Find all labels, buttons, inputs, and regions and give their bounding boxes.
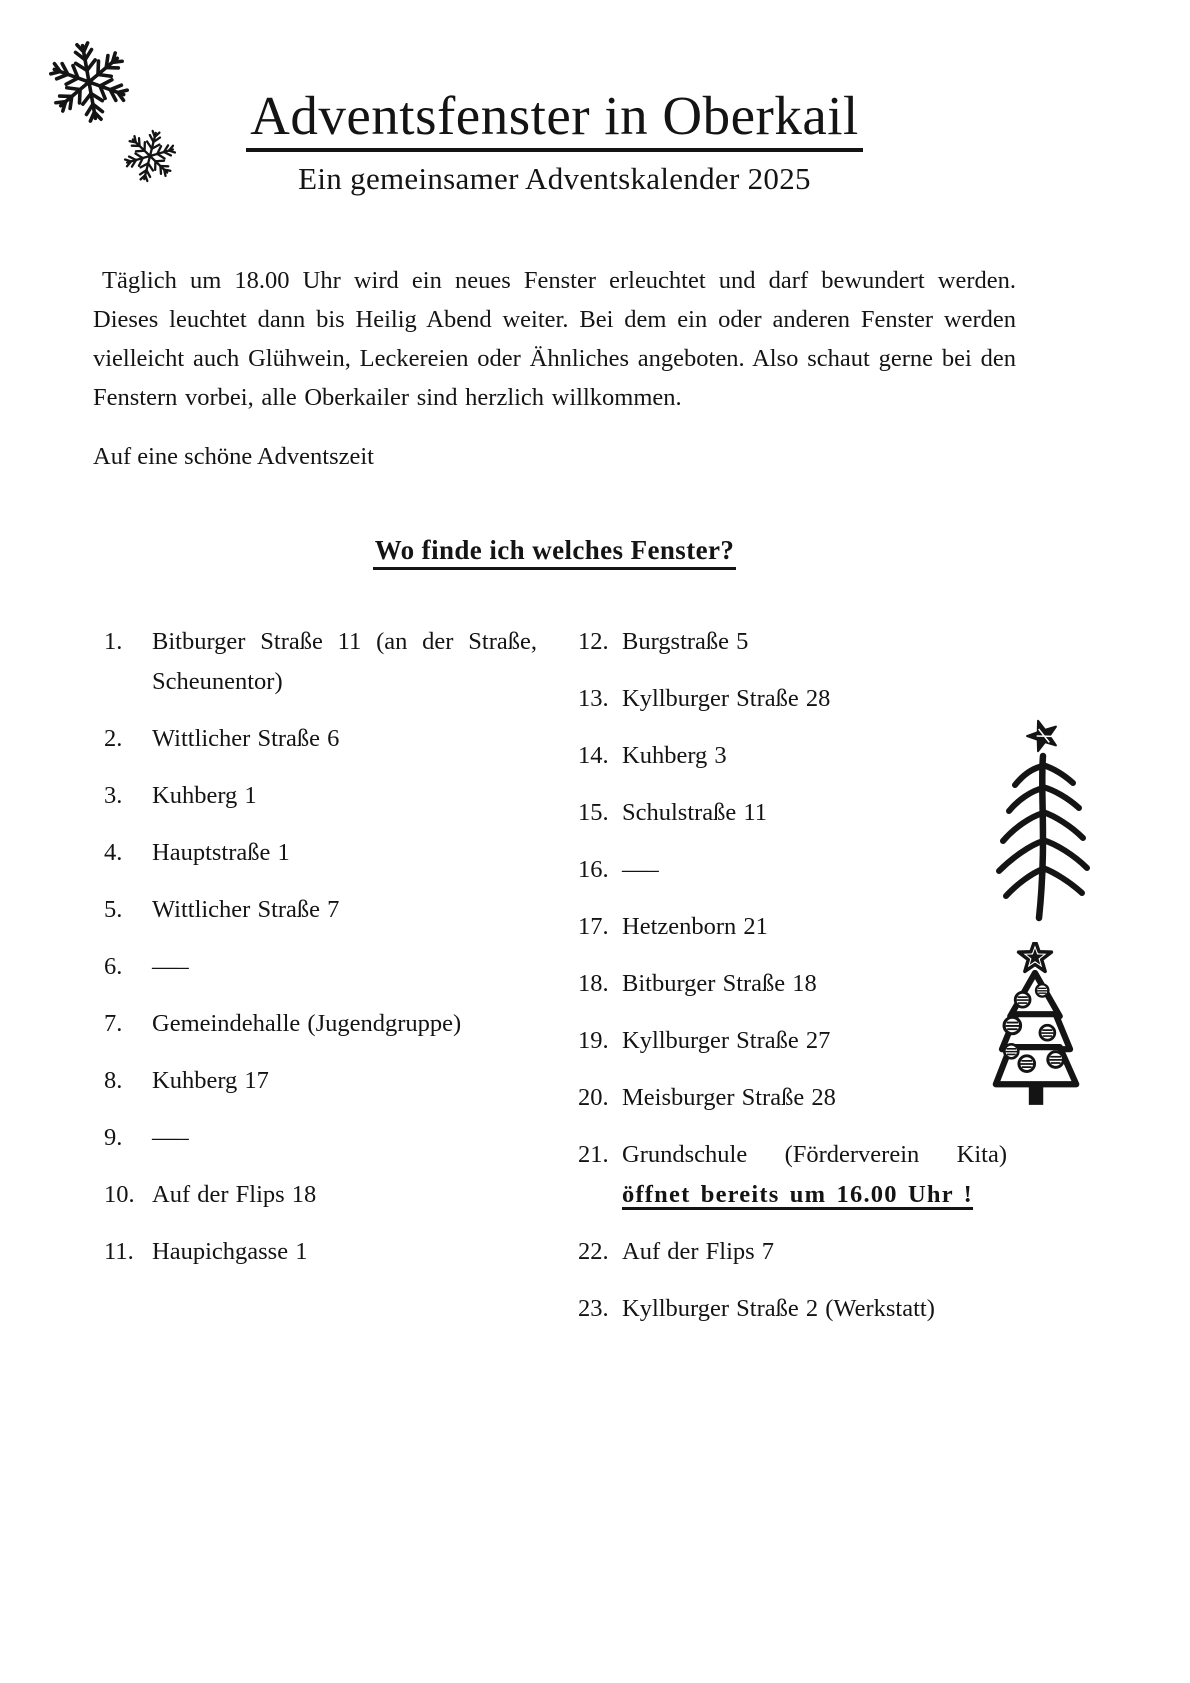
- list-item: [104, 776, 537, 816]
- list-item: [104, 1061, 537, 1101]
- list-item-text: Auf der Flips 18: [152, 1181, 317, 1209]
- list-item: [104, 622, 537, 702]
- list-item-text: Haupichgasse 1: [152, 1238, 308, 1266]
- list-item-number: 2.: [104, 725, 123, 753]
- list-item: [578, 1289, 1007, 1329]
- list-item-number: 20.: [578, 1084, 609, 1112]
- list-item-text: Bitburger Straße 11 (an der Straße, Scheunentor): [152, 628, 537, 696]
- list-item: [578, 964, 1007, 1004]
- window-list-column-1: [104, 622, 537, 1289]
- list-item-text: Wittlicher Straße 7: [152, 896, 340, 924]
- window-list-column-2: [578, 622, 1007, 1346]
- list-item-text: Auf der Flips 7: [622, 1238, 775, 1266]
- list-item: [104, 1232, 537, 1272]
- list-item-number: 5.: [104, 896, 123, 924]
- intro-closing: Auf eine schöne Adventszeit: [93, 442, 374, 470]
- list-item: [578, 622, 1007, 662]
- list-item: [104, 833, 537, 873]
- list-item-number: 10.: [104, 1181, 135, 1209]
- list-item-text: Meisburger Straße 28: [622, 1084, 836, 1112]
- list-item: [104, 1004, 537, 1044]
- list-item-number: 4.: [104, 839, 123, 867]
- list-item-number: 23.: [578, 1295, 609, 1323]
- list-item: [578, 1232, 1007, 1272]
- page-title: Adventsfenster in Oberkail: [246, 86, 863, 152]
- list-item-highlight: öffnet bereits um 16.00 Uhr !: [622, 1181, 974, 1209]
- list-item: [578, 907, 1007, 947]
- list-item-number: 21.: [578, 1141, 609, 1169]
- list-item-text: Schulstraße 11: [622, 799, 768, 827]
- list-item-number: 7.: [104, 1010, 123, 1038]
- finder-heading: Wo finde ich welches Fenster?: [373, 534, 737, 570]
- list-item-number: 14.: [578, 742, 609, 770]
- list-item-text: Hauptstraße 1: [152, 839, 290, 867]
- list-item: [578, 736, 1007, 776]
- list-item-text: Wittlicher Straße 6: [152, 725, 340, 753]
- list-item: [104, 1118, 537, 1158]
- list-item: [104, 890, 537, 930]
- list-item-number: 17.: [578, 913, 609, 941]
- list-item-text: —–: [152, 953, 189, 981]
- list-item: [578, 1135, 1007, 1215]
- list-item: [104, 1175, 537, 1215]
- list-item-number: 12.: [578, 628, 609, 656]
- intro-paragraph: Täglich um 18.00 Uhr wird ein neues Fenster erleuchtet und darf bewundert werden. Dieses leuchtet dann bis Heilig Abend weiter. Bei dem ein oder anderen Fenster werden vielleicht auch Glühwein, Leckereien oder Ähnliches angeboten. Also schaut gerne bei den Fenstern vorbei, alle Oberkailer sind herzlich willkommen.: [93, 267, 1016, 412]
- list-item-text: Burgstraße 5: [622, 628, 749, 656]
- window-list: [93, 622, 1016, 1346]
- list-item-text: —–: [152, 1124, 189, 1152]
- list-item-text: Kuhberg 17: [152, 1067, 269, 1095]
- list-item-text: Kyllburger Straße 28: [622, 685, 831, 713]
- list-item: [578, 850, 1007, 890]
- list-item-text: —–: [622, 856, 659, 884]
- list-item-number: 15.: [578, 799, 609, 827]
- list-item-number: 8.: [104, 1067, 123, 1095]
- list-item-number: 6.: [104, 953, 123, 981]
- list-item-number: 18.: [578, 970, 609, 998]
- heading-wrap: [93, 534, 1016, 570]
- page-subtitle: Ein gemeinsamer Adventskalender 2025: [298, 161, 811, 197]
- list-item-number: 9.: [104, 1124, 123, 1152]
- list-item-number: 3.: [104, 782, 123, 810]
- list-item-text: Kuhberg 1: [152, 782, 257, 810]
- list-item-number: 16.: [578, 856, 609, 884]
- list-item-text: Bitburger Straße 18: [622, 970, 817, 998]
- list-item: [104, 947, 537, 987]
- list-item: [578, 1021, 1007, 1061]
- list-item-text: Kyllburger Straße 27: [622, 1027, 831, 1055]
- list-item: [578, 679, 1007, 719]
- list-item-text: Kuhberg 3: [622, 742, 727, 770]
- list-item-text: Grundschule (Förderverein Kita) öffnet bereits um 16.00 Uhr !: [622, 1141, 1007, 1209]
- list-item-number: 22.: [578, 1238, 609, 1266]
- title-wrap: [93, 86, 1016, 152]
- list-item-number: 13.: [578, 685, 609, 713]
- document-content: [93, 0, 1016, 1346]
- list-item-number: 19.: [578, 1027, 609, 1055]
- list-item-number: 11.: [104, 1238, 134, 1266]
- list-item-number: 1.: [104, 628, 123, 656]
- list-item-text: Kyllburger Straße 2 (Werkstatt): [622, 1295, 935, 1323]
- list-item-text: Gemeindehalle (Jugendgruppe): [152, 1010, 462, 1038]
- list-item-text: Hetzenborn 21: [622, 913, 768, 941]
- list-item: [578, 793, 1007, 833]
- list-item: [104, 719, 537, 759]
- list-item: [578, 1078, 1007, 1118]
